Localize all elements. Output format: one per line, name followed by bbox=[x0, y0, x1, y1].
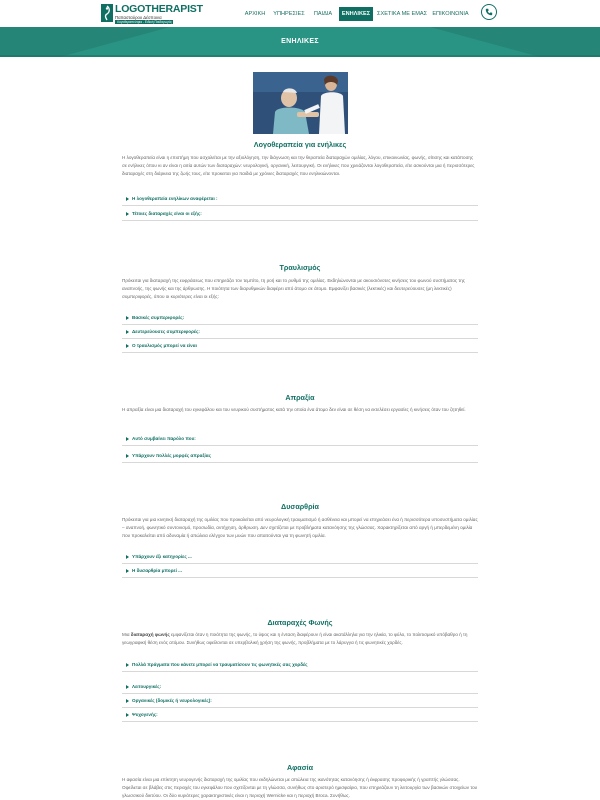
nav-item-adults[interactable]: ΕΝΗΛΙΚΕΣ bbox=[339, 7, 373, 21]
accordion-item[interactable] bbox=[122, 311, 478, 325]
accordion-label: Υπάρχουν πολλές μορφές απραξίας bbox=[132, 453, 211, 458]
section-title-apraxia: Απραξία bbox=[285, 393, 315, 402]
caret-right-icon bbox=[126, 699, 129, 703]
caret-right-icon bbox=[126, 212, 129, 216]
accordion-item[interactable] bbox=[122, 708, 478, 722]
accordion-item[interactable] bbox=[122, 339, 478, 353]
caret-right-icon bbox=[126, 316, 129, 320]
section-title-adults: Λογοθεραπεία για ενήλικες bbox=[253, 140, 347, 149]
nav-item-children[interactable]: ΠΑΙΔΙΑ bbox=[313, 11, 333, 17]
brand-name: LOGOTHERAPIST bbox=[115, 3, 203, 15]
caret-right-icon bbox=[126, 454, 129, 458]
section-text-adults: Η λογοθεραπεία είναι η επιστήμη που ασχολείται με την αξιολόγηση, την διάγνωση και την θεραπεία διαταραχών ομιλίας, λόγου, επικοινωνίας, φωνής, σίτισης και κατάποσης σε ενήλικες όπου κι αν είναι η αιτία αυτών των διαταραχών: νευρολογική, οργανική, λειτουργική. Οι ενήλικες που χρειάζονται λογοθεραπεία, είτε ασκούνται μια ή περισσότερες διαταραχές στη διάρκεια της ζωής τους, είτε προκειται για παιδιά με χρόνιες διαταραχές που ενηλικιώνονται. bbox=[122, 155, 475, 176]
page-title: ΕΝΗΛΙΚΕΣ bbox=[281, 38, 319, 45]
nav-item-about[interactable]: ΣΧΕΤΙΚΑ ΜΕ ΕΜΑΣ bbox=[377, 11, 428, 17]
accordion-label: Λειτουργικές: bbox=[132, 684, 162, 689]
caret-right-icon bbox=[126, 569, 129, 573]
caret-right-icon bbox=[126, 344, 129, 348]
brand-tagline: Λογοθεραπεύτρια - Ειδική Παιδαγωγός bbox=[117, 20, 172, 24]
accordion-item[interactable] bbox=[122, 207, 478, 221]
accordion-label: Πολλά πράγματα που κάνετε μπορεί να τραυματίσουν τις φωνητικές σας χορδές bbox=[132, 662, 308, 667]
accordion-label: Ο τραυλισμός μπορεί να είναι bbox=[132, 343, 197, 348]
page-banner bbox=[0, 27, 600, 57]
accordion-item[interactable] bbox=[122, 325, 478, 339]
site-header bbox=[0, 0, 600, 27]
accordion-item[interactable] bbox=[122, 564, 478, 578]
accordion-item[interactable] bbox=[122, 550, 478, 564]
section-text-stuttering: Πρόκειται για διαταραχή της ευφράσεως που επηρεάζει τον τεμπίτο, τη ροή και το ρυθμό της ομιλίας. Εκδηλώνονται με ακουσιόνοτες κινήσεις του φωνού συστήματος της αναπνοής, της φωνής και της άρθρωσης. Η ποιότητα των διαρυθμικών διαφέρει από άτομο σε άτομο. Εμφανίζει βασικές (λεκτικές) και δευτερεύουσες (μη λεκτικές) συμπεριφορές, όπου οι κυριότερες είναι οι εξής: bbox=[122, 278, 465, 299]
accordion-label: Βασικές συμπεριφορές: bbox=[132, 315, 185, 320]
accordion-item[interactable] bbox=[122, 680, 478, 694]
section-title-stuttering: Τραυλισμός bbox=[279, 263, 321, 272]
accordion-label: Τέτοιες διαταραχές είναι οι εξής: bbox=[132, 211, 202, 216]
accordion-label: Η λογοθεραπεία ενηλίκων αναφέρεται : bbox=[132, 196, 218, 201]
nav-item-contact[interactable]: ΕΠΙΚΟΙΝΩΝΙΑ bbox=[432, 11, 469, 17]
accordion-label: Υπάρχουν έξι κατηγορίες ... bbox=[132, 554, 192, 559]
caret-right-icon bbox=[126, 663, 129, 667]
voice-text-body: εμφανίζεται όταν η ποιότητα της φωνής, το ύψος και η ένταση διαφέρουν ή είναι ακατάλληλα για την ηλικία, το φύλο, το πολιτισμικό υπόβαθρο ή τη γεωγραφική θέση ενός ατόμου. Συνήθως οφείλονται σε υπερβολική χρήση της φωνής, προβλήματα με το λάρυγγα ή τις φωνητικές χορδές. bbox=[122, 632, 468, 645]
voice-text-bold: διαταραχή φωνής bbox=[130, 632, 170, 637]
phone-icon bbox=[485, 8, 493, 16]
section-title-dysarthria: Δυσαρθρία bbox=[281, 502, 319, 511]
nav-item-services[interactable]: ΥΠΗΡΕΣΙΕΣ bbox=[273, 11, 305, 17]
accordion-label: Αυτό συμβαίνει παρόλο που: bbox=[132, 436, 196, 441]
nav-item-home[interactable]: ΑΡΧΙΚΗ bbox=[244, 11, 266, 17]
caret-right-icon bbox=[126, 197, 129, 201]
caret-right-icon bbox=[126, 713, 129, 717]
section-text-aphasia: Η αφασία είναι μια επίκτητη νευρογενής διαταραχή της ομιλίας που εκδηλώνεται με απώλεια της ικανότητας κατανόησης ή έκφρασης προφορικής ή γραπτής γλώσσας. Οφείλεται σε βλάβες στις περιοχές του εγκεφάλου που σχετίζονται με τη γλώσσα, συνήθως στο αριστερό ημισφαίριο, που επηρεάζουν τη λειτουργία των βασικών στοιχείων του γλωσσικού δικτύου. Οι δύο κυριότερες χαρακτηριστικές είναι η περιοχή Wernicke και η περιοχή Broca. Συνήθως. bbox=[122, 777, 478, 798]
section-title-voice-disorders: Διαταραχές Φωνής bbox=[267, 618, 333, 627]
brand-subtitle: Παπασταύρου Δέσποινα bbox=[115, 15, 162, 20]
accordion-label: Η δυσαρθρία μπορεί ... bbox=[132, 568, 182, 573]
logo[interactable] bbox=[101, 3, 203, 24]
accordion-label: Ψυχογενής: bbox=[132, 712, 158, 717]
caret-right-icon bbox=[126, 555, 129, 559]
accordion-label: Οργανικές (δομικές ή νευρολογικές): bbox=[132, 698, 212, 703]
caret-right-icon bbox=[126, 330, 129, 334]
caret-right-icon bbox=[126, 437, 129, 441]
section-text-apraxia: Η απραξία είναι μια διαταραχή του εγκεφάλου και του νευρικού συστήματος κατά την οποία ένα άτομο δεν είναι σε θέση να εκτελέσει εργασίες ή κινήσεις όταν του ζητηθεί. bbox=[122, 407, 466, 412]
voice-text-prefix: Μια bbox=[122, 632, 131, 637]
accordion-item[interactable] bbox=[122, 192, 478, 206]
accordion-item[interactable] bbox=[122, 658, 478, 672]
section-text-voice-disorders bbox=[122, 631, 478, 647]
phone-button[interactable] bbox=[481, 4, 497, 20]
section-title-aphasia: Αφασία bbox=[286, 763, 314, 772]
therapy-photo bbox=[253, 72, 348, 134]
section-text-dysarthria: Πρόκειται για μια κινητική διαταραχή της ομιλίας που προκαλείται από νευρολογική τραυματισμό ή ασθένεια και μπορεί να επηρεάσει ένα ή περισσότερα υποσυστήματα ομιλίας – αναπνοή, φωνητικό συντονισμό, προσωδία, αντήχηση, άρθρωση. Δεν σχετίζεται με προβλήματα κατανόησης της γλώσσας. Χαρακτηρίζεται από αργή ή μπερδεμένη ομιλία που προκαλείται από αδυναμία ή απώλεια ελέγχου των μυών που απαιτούνται για τη φωνητή ομιλία. bbox=[122, 517, 478, 538]
logo-mark-icon bbox=[101, 4, 113, 22]
accordion-item[interactable] bbox=[122, 432, 478, 446]
accordion-label: Δευτερεύουσες συμπεριφορές: bbox=[132, 329, 200, 334]
accordion-item[interactable] bbox=[122, 694, 478, 708]
caret-right-icon bbox=[126, 685, 129, 689]
accordion-item[interactable] bbox=[122, 449, 478, 463]
